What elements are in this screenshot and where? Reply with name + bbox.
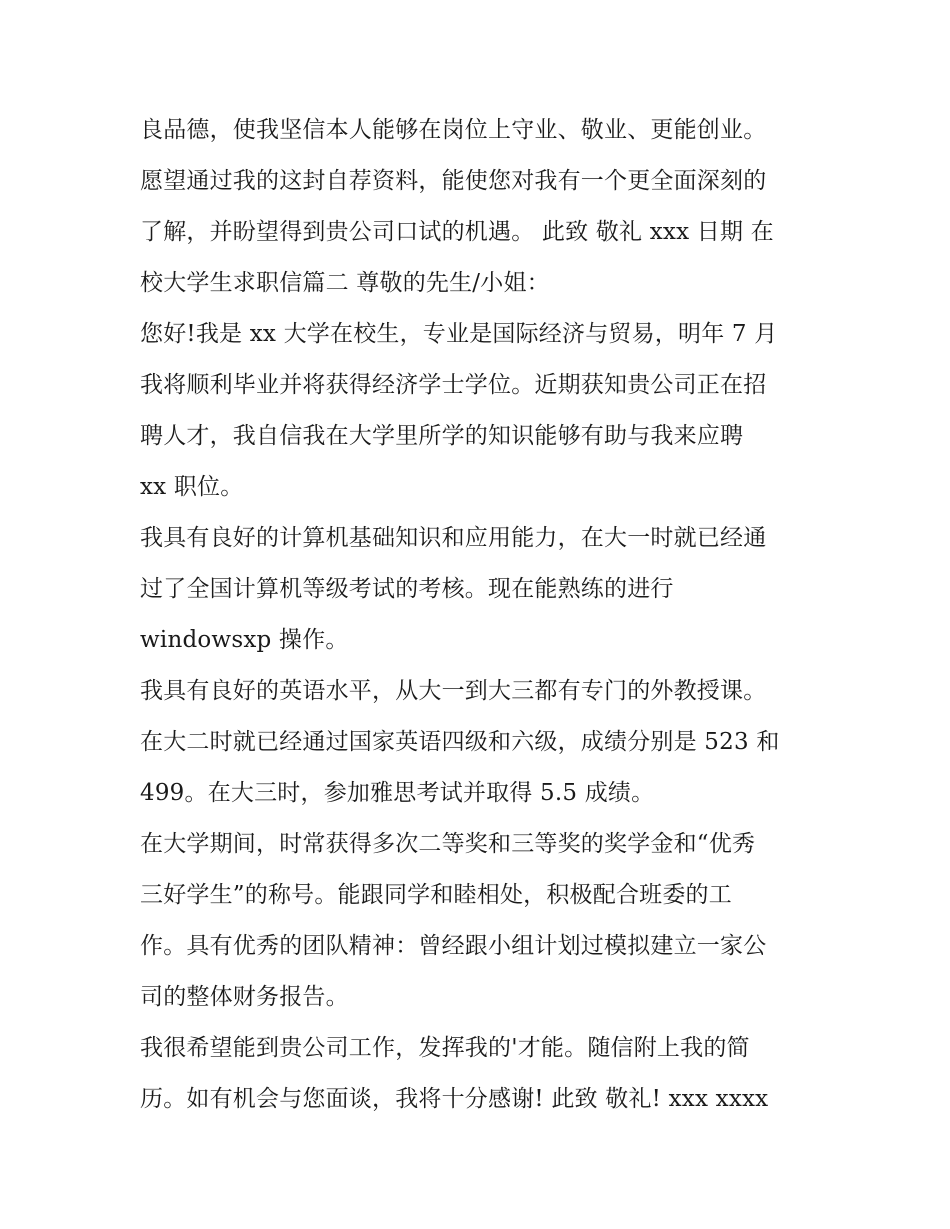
text-line: 我很希望能到贵公司工作，发挥我的'才能。随信附上我的简	[140, 1035, 750, 1061]
text-line: 三好学生”的称号。能跟同学和睦相处，积极配合班委的工	[140, 882, 732, 908]
text-line: 聘人才，我自信我在大学里所学的知识能够有助与我来应聘	[140, 423, 744, 449]
text-line: 499。在大三时，参加雅思考试并取得 5.5 成绩。	[140, 780, 655, 806]
text-line: 作。具有优秀的团队精神：曾经跟小组计划过模拟建立一家公	[140, 933, 767, 959]
text-line: 愿望通过我的这封自荐资料，能使您对我有一个更全面深刻的	[140, 168, 767, 194]
text-line: 我将顺利毕业并将获得经济学士学位。近期获知贵公司正在招	[140, 372, 767, 398]
text-line: 校大学生求职信篇二 尊敬的先生/小姐：	[140, 270, 550, 296]
text-line: 您好!我是 xx 大学在校生，专业是国际经济与贸易，明年 7 月	[140, 321, 778, 347]
text-line: 在大学期间，时常获得多次二等奖和三等奖的奖学金和“优秀	[140, 831, 756, 857]
text-line: windowsxp 操作。	[140, 627, 349, 653]
letter-body	[140, 108, 830, 1128]
text-line: 良品德，使我坚信本人能够在岗位上守业、敬业、更能创业。	[140, 117, 767, 143]
text-line: 我具有良好的英语水平，从大一到大三都有专门的外教授课。	[140, 678, 767, 704]
text-line: 历。如有机会与您面谈，我将十分感谢! 此致 敬礼! xxx xxxx	[140, 1086, 769, 1112]
text-line: 在大二时就已经通过国家英语四级和六级，成绩分别是 523 和	[140, 729, 780, 755]
text-line: 过了全国计算机等级考试的考核。现在能熟练的进行	[140, 576, 674, 602]
text-line: 了解，并盼望得到贵公司口试的机遇。 此致 敬礼 xxx 日期 在	[140, 219, 774, 245]
text-line: xx 职位。	[140, 474, 244, 500]
text-line: 司的整体财务报告。	[140, 984, 349, 1010]
text-line: 我具有良好的计算机基础知识和应用能力，在大一时就已经通	[140, 525, 767, 551]
